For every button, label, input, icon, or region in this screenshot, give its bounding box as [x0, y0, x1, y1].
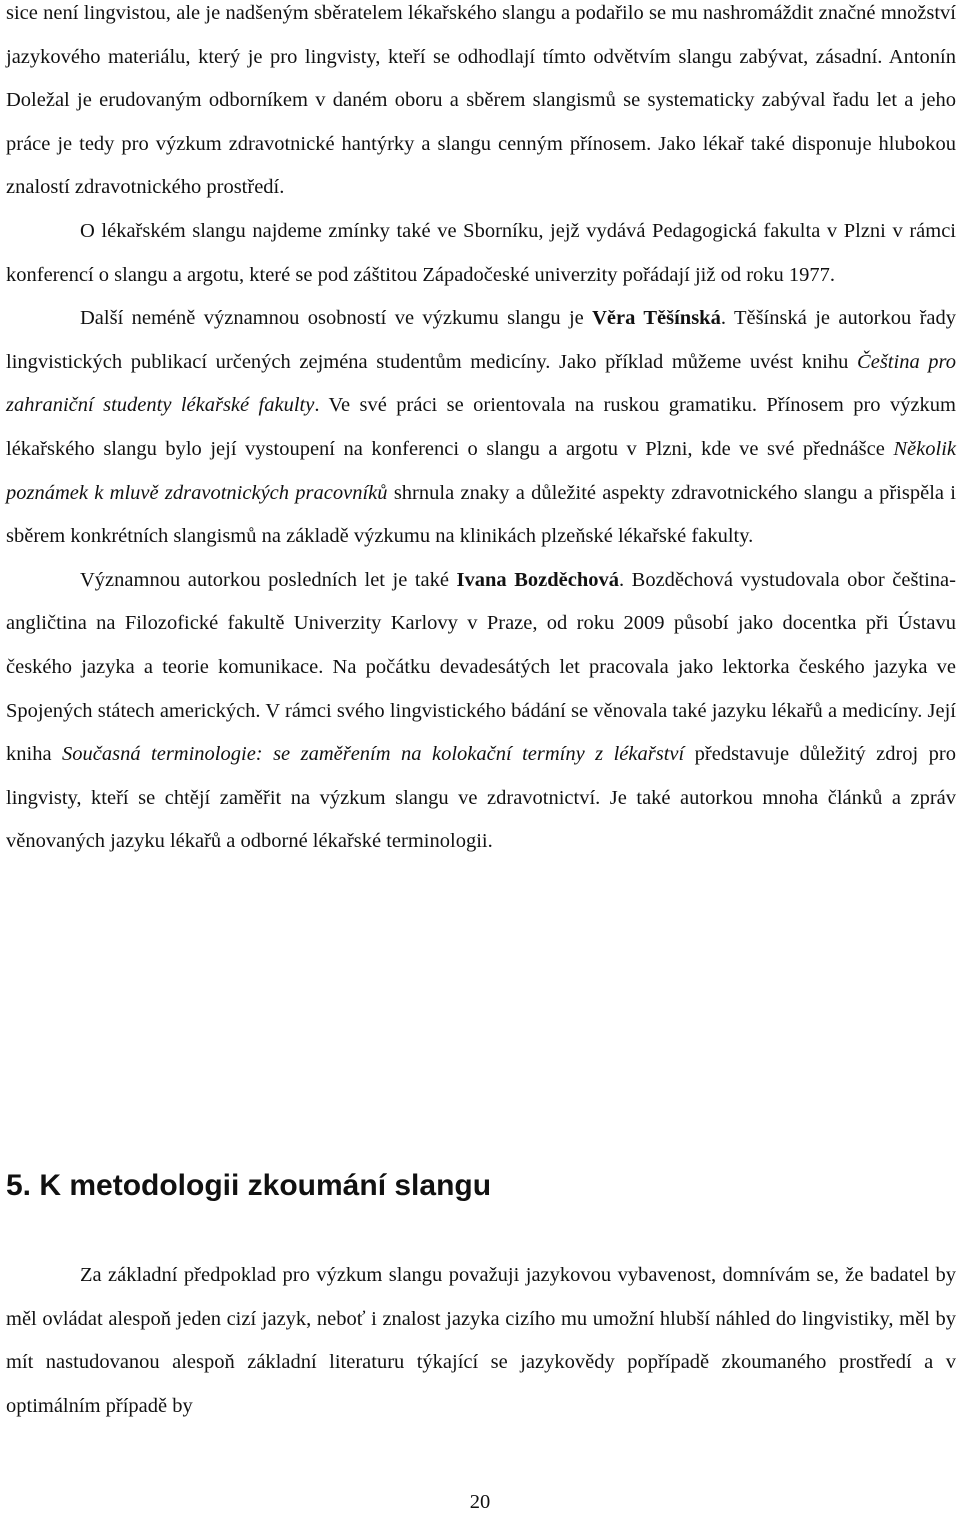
- paragraph-text: Za základní předpoklad pro výzkum slangu považuji jazykovou vybavenost, domnívám se, že badatel by měl ovládat alespoň jeden cizí jazyk, neboť i znalost jazyka cizího mu umožní hlubší náhled do lingvistiky, měl by mít nastudovanou alespoň základní literaturu týkající se jazykovědy popřípadě zkoumaného prostředí a v optimálním případě by: [6, 1264, 956, 1417]
- paragraph-text: Významnou autorkou posledních let je také: [80, 568, 457, 591]
- paragraph-text: . Bozděchová vystudovala obor čeština-angličtina na Filozofické fakultě Univerzity Karlovy v Praze, od roku 2009 působí jako docentka při Ústavu českého jazyka a teorie komunikace. Na počátku devadesátých let pracovala jako lektorka českého jazyka ve Spojených státech amerických. V rámci svého lingvistického bádání se věnovala také jazyku lékařů a medicíny. Její kniha: [6, 568, 956, 766]
- paragraph-continuation: [6, 0, 956, 210]
- paragraph-text: představuje důležitý zdroj pro lingvisty, kteří se chtějí zaměřit na výzkum slangu ve zdravotnictví. Je také autorkou mnoha článků a zpráv věnovaných jazyku lékařů a odborné lékařské terminologii.: [6, 743, 956, 853]
- italic-title: Současná terminologie: se zaměřením na kolokační termíny z lékařství: [62, 743, 685, 766]
- paragraph-methodology: [6, 1254, 956, 1428]
- section-heading: 5. K metodologii zkoumání slangu: [6, 1169, 492, 1202]
- paragraph-text: . Ve své práci se orientovala na ruskou gramatiku. Přínosem pro výzkum lékařského slangu bylo její vystoupení na konferenci o slangu a argotu v Plzni, kde ve své přednášce: [6, 394, 956, 460]
- page-number: 20: [469, 1491, 491, 1513]
- paragraph-tesinska: [6, 297, 956, 559]
- paragraph-text: shrnula znaky a důležité aspekty zdravotnického slangu a přispěla i sběrem konkrétních slangismů na základě výzkumu na klinikách plzeňské lékařské fakulty.: [6, 481, 956, 548]
- paragraph-text: O lékařském slangu najdeme zmínky také ve Sborníku, jejž vydává Pedagogická fakulta v Plzni v rámci konferencí o slangu a argotu, které se pod záštitou Západočeské univerzity pořádají již od roku 1977.: [6, 219, 956, 286]
- italic-title: Čeština pro zahraniční studenty lékařské fakulty: [6, 350, 957, 417]
- section-body: [6, 1254, 956, 1428]
- bold-name: Ivana Bozděchová: [456, 568, 619, 591]
- paragraph-sbornik: [6, 210, 956, 297]
- bold-name: Věra Těšínská: [592, 307, 721, 330]
- paragraph-text: . Těšínská je autorkou řady lingvistických publikací určených zejména studentům medicíny. Jako příklad můžeme uvést knihu: [6, 307, 957, 373]
- page-body: [6, 0, 956, 864]
- paragraph-text: Další neméně významnou osobností ve výzkumu slangu je: [80, 307, 593, 330]
- italic-title: Několik poznámek k mluvě zdravotnických pracovníků: [6, 437, 956, 504]
- paragraph-bozdechova: [6, 559, 956, 864]
- paragraph-text: sice není lingvistou, ale je nadšeným sběratelem lékařského slangu a podařilo se mu nashromáždit značné množství jazykového materiálu, který je pro lingvisty, kteří se odhodlají tímto odvětvím slangu zabývat, zásadní. Antonín Doležal je erudovaným odborníkem v daném oboru a sběrem slangismů se systematicky zabýval řadu let a jeho práce je tedy pro výzkum zdravotnické hantýrky a slangu cenným přínosem. Jako lékař také disponuje hlubokou znalostí zdravotnického prostředí.: [6, 2, 956, 199]
